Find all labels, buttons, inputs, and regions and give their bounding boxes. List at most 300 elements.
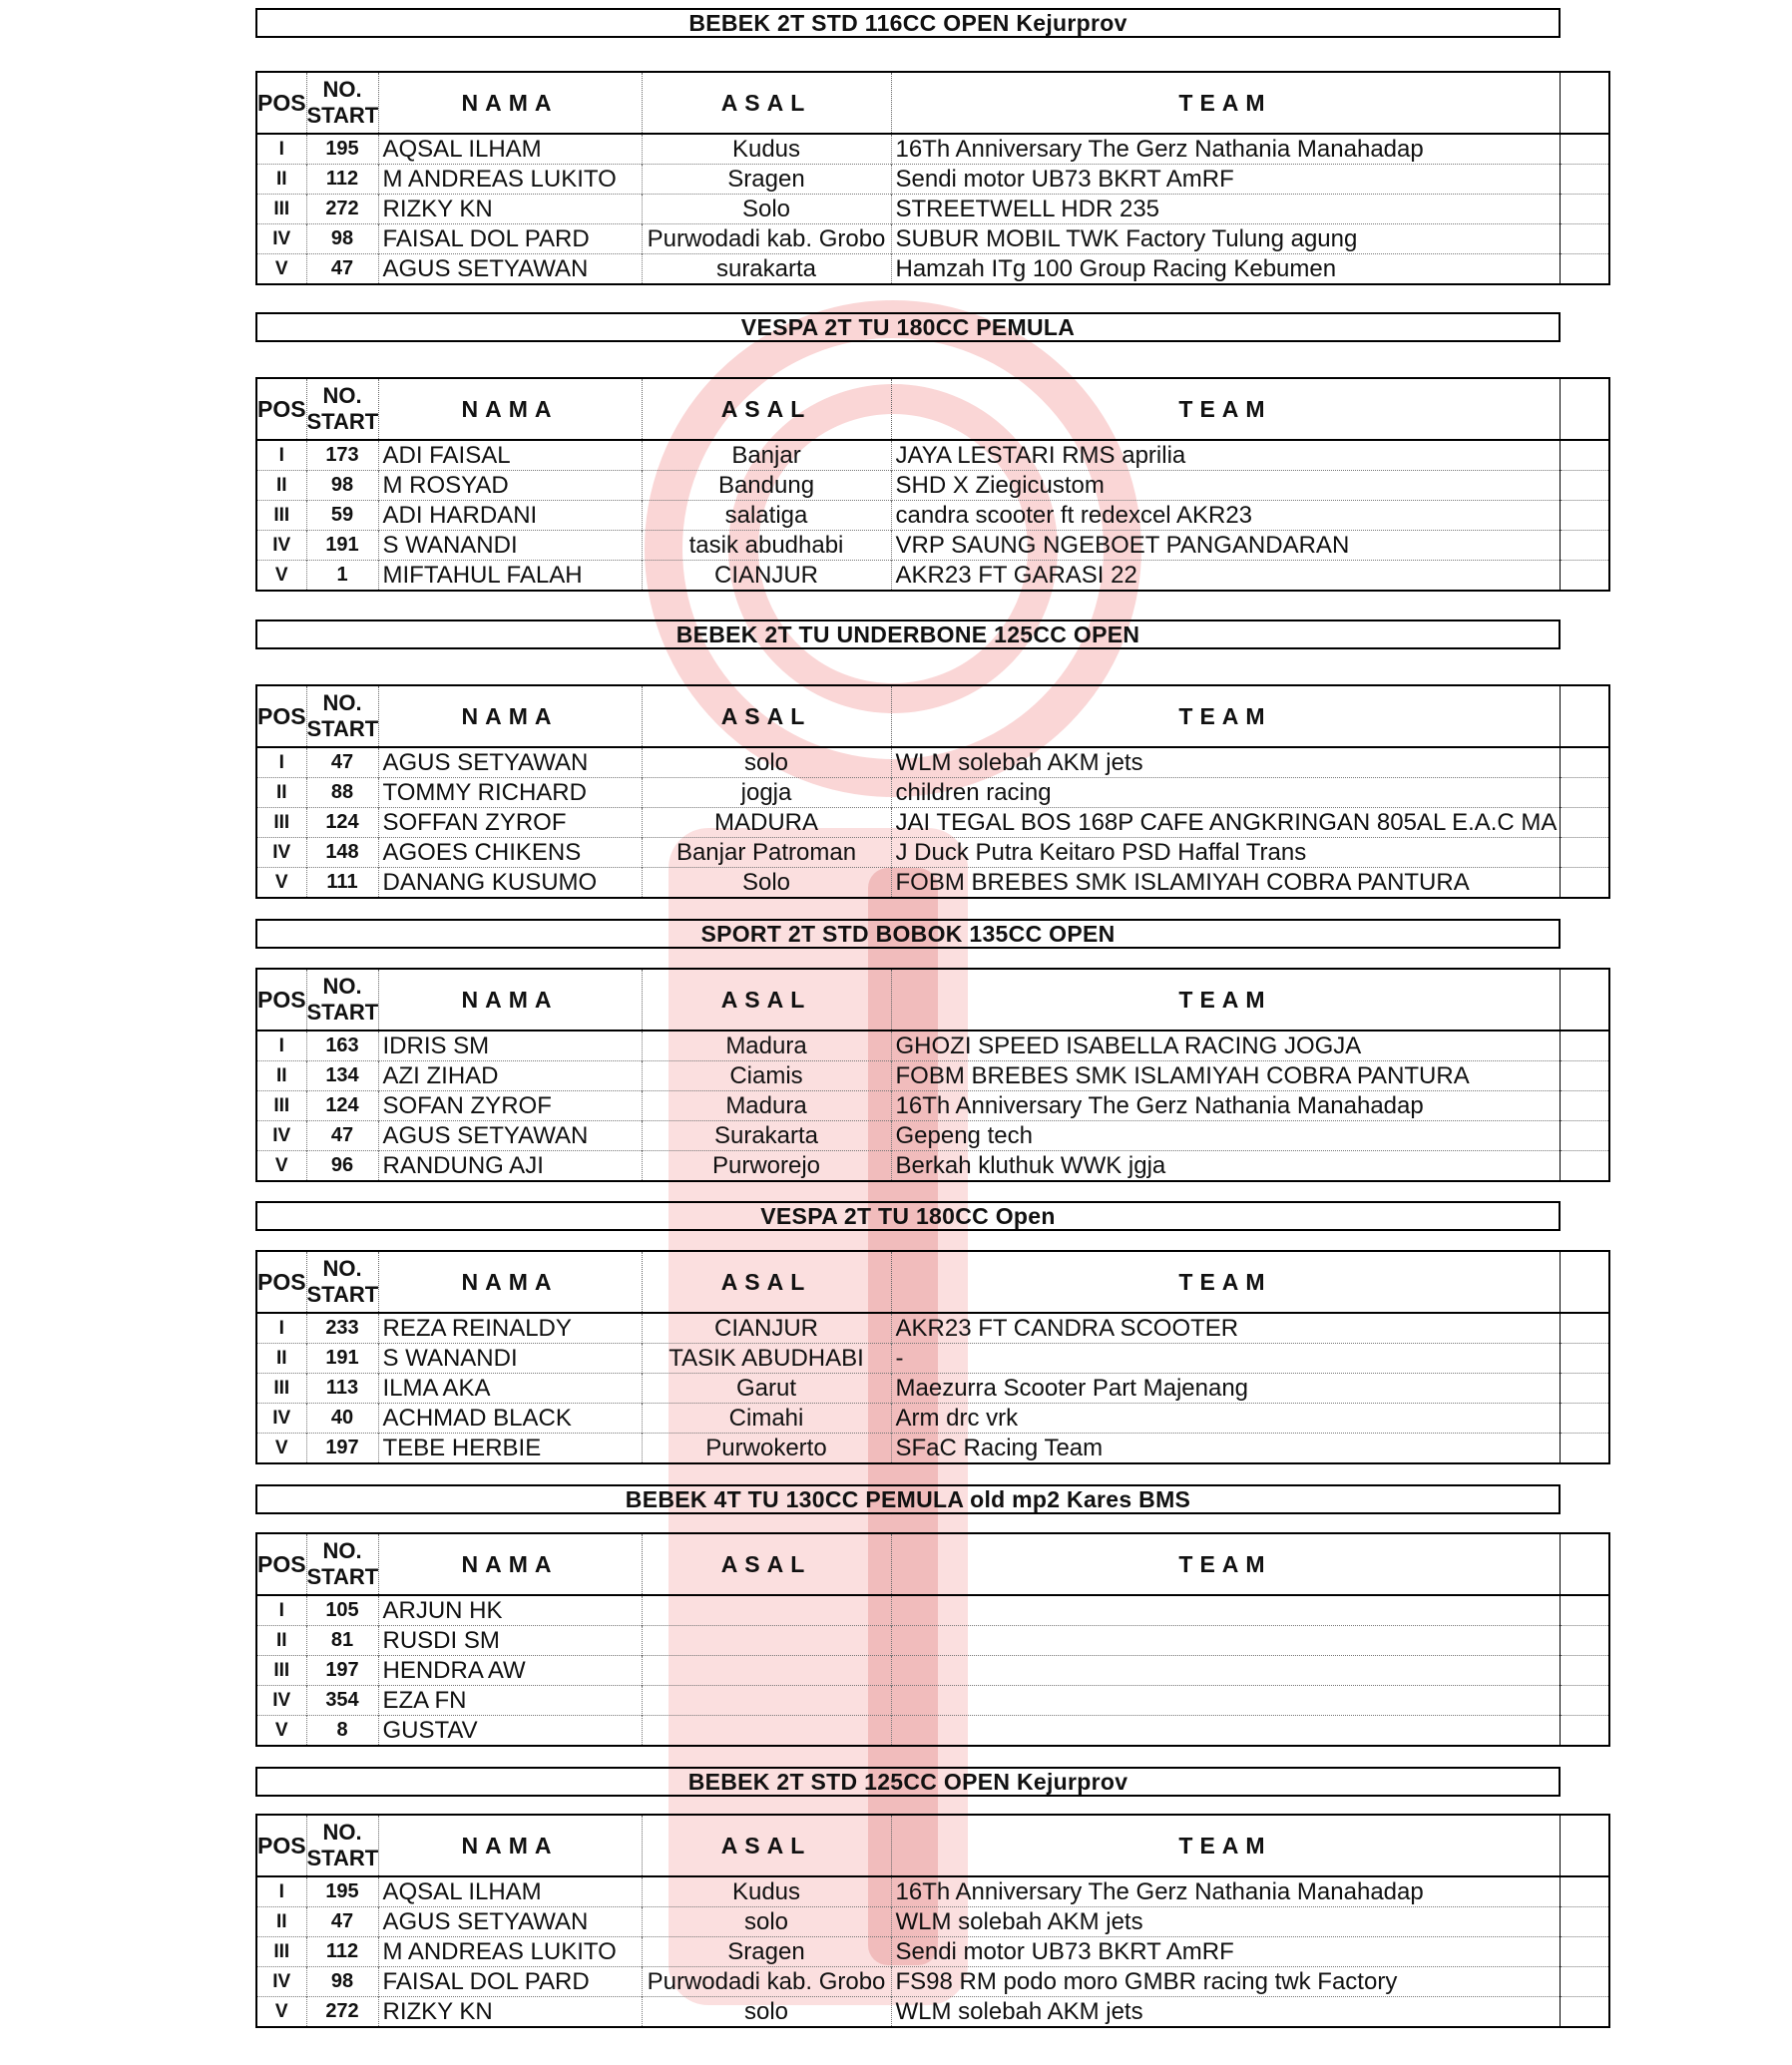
header-start-label: START [306, 103, 378, 128]
cell-team [891, 1626, 1560, 1656]
header-no-start [306, 969, 378, 1031]
cell-nama: FAISAL DOL PARD [378, 224, 642, 254]
cell-nama: EZA FN [378, 1686, 642, 1716]
cell-no-start: 98 [306, 1967, 378, 1997]
table-row [256, 1404, 1609, 1434]
cell-no-start: 88 [306, 778, 378, 808]
cell-no-start: 124 [306, 808, 378, 838]
table-row [256, 1626, 1609, 1656]
cell-nama: S WANANDI [378, 531, 642, 561]
cell-pos: I [278, 138, 284, 160]
cell-asal: Sragen [642, 1937, 891, 1967]
table-row [256, 1061, 1609, 1091]
results-table [255, 1250, 1610, 1464]
table-header-row [256, 378, 1609, 440]
cell-no-start: 1 [306, 561, 378, 592]
header-nama: NAMA [378, 969, 642, 1031]
header-start-label: START [306, 409, 378, 434]
cell-asal: solo [642, 1997, 891, 2028]
table-row [256, 1313, 1609, 1344]
cell-spacer [1560, 1716, 1609, 1747]
cell-team: 16Th Anniversary The Gerz Nathania Manahadap [891, 1091, 1560, 1121]
cell-nama: GUSTAV [378, 1716, 642, 1747]
cell-team: children racing [891, 778, 1560, 808]
table-row [256, 868, 1609, 899]
cell-pos: III [256, 1091, 306, 1121]
cell-pos: IV [256, 1686, 306, 1716]
cell-spacer [1560, 747, 1609, 778]
cell-asal: CIANJUR [642, 561, 891, 592]
cell-spacer [1560, 1404, 1609, 1434]
cell-asal: Purwokerto [642, 1434, 891, 1464]
cell-spacer [1560, 808, 1609, 838]
table-row [256, 134, 1609, 165]
cell-team: WLM solebah AKM jets [891, 747, 1560, 778]
cell-no-start: 272 [306, 195, 378, 224]
header-pos: POS [256, 685, 306, 747]
cell-nama: MIFTAHUL FALAH [378, 561, 642, 592]
cell-nama: DANANG KUSUMO [378, 868, 642, 899]
header-pos: POS [256, 72, 306, 134]
cell-nama: ARJUN HK [378, 1595, 642, 1626]
header-start-label: START [306, 716, 378, 741]
header-team: TEAM [891, 378, 1560, 440]
cell-spacer [1560, 1656, 1609, 1686]
cell-spacer [1560, 440, 1609, 471]
cell-nama: S WANANDI [378, 1344, 642, 1374]
cell-nama: TEBE HERBIE [378, 1434, 642, 1464]
header-nama: NAMA [378, 72, 642, 134]
cell-asal: MADURA [642, 808, 891, 838]
cell-no-start: 124 [306, 1091, 378, 1121]
header-no-start [306, 1815, 378, 1876]
header-asal: ASAL [642, 969, 891, 1031]
cell-no-start: 112 [306, 165, 378, 195]
cell-no-start: 96 [306, 1151, 378, 1182]
cell-asal: Garut [642, 1374, 891, 1404]
cell-nama: REZA REINALDY [378, 1313, 642, 1344]
cell-spacer [1560, 1997, 1609, 2028]
results-table [255, 1814, 1610, 2028]
cell-pos: III [256, 808, 306, 838]
header-no-label: NO. [322, 1256, 362, 1281]
cell-asal: tasik abudhabi [642, 531, 891, 561]
cell-asal: solo [642, 1907, 891, 1937]
cell-pos: I [278, 1317, 284, 1339]
header-asal: ASAL [642, 72, 891, 134]
cell-pos: I [278, 1880, 284, 1902]
cell-no-start: 59 [306, 501, 378, 531]
cell-team: 16Th Anniversary The Gerz Nathania Manahadap [891, 134, 1560, 165]
cell-spacer [1560, 1031, 1609, 1061]
table-header-row [256, 969, 1609, 1031]
results-table [255, 968, 1610, 1182]
cell-no-start: 47 [306, 1907, 378, 1937]
cell-nama: RIZKY KN [378, 195, 642, 224]
cell-team: JAYA LESTARI RMS aprilia [891, 440, 1560, 471]
cell-asal: Kudus [642, 134, 891, 165]
cell-spacer [1560, 1091, 1609, 1121]
header-nama: NAMA [378, 685, 642, 747]
table-row [256, 1716, 1609, 1747]
cell-asal: Madura [642, 1091, 891, 1121]
table-row [256, 1121, 1609, 1151]
cell-spacer [1560, 1434, 1609, 1464]
cell-team: WLM solebah AKM jets [891, 1997, 1560, 2028]
header-pos: POS [256, 1815, 306, 1876]
cell-pos: III [256, 1374, 306, 1404]
cell-pos: II [256, 1061, 306, 1091]
table-row [256, 1595, 1609, 1626]
cell-no-start: 134 [306, 1061, 378, 1091]
header-no-start [306, 378, 378, 440]
cell-asal: Banjar [642, 440, 891, 471]
cell-no-start: 81 [306, 1626, 378, 1656]
table-row [256, 1344, 1609, 1374]
header-asal: ASAL [642, 378, 891, 440]
cell-spacer [1560, 254, 1609, 285]
table-row [256, 1091, 1609, 1121]
header-no-label: NO. [322, 77, 362, 102]
cell-nama: ILMA AKA [378, 1374, 642, 1404]
cell-nama: SOFFAN ZYROF [378, 808, 642, 838]
table-row [256, 1656, 1609, 1686]
cell-team: SFaC Racing Team [891, 1434, 1560, 1464]
section-title: BEBEK 2T STD 116CC OPEN Kejurprov [255, 8, 1561, 38]
cell-asal: Ciamis [642, 1061, 891, 1091]
cell-asal: Purwodadi kab. Grobo [642, 1967, 891, 1997]
cell-pos: II [256, 1344, 306, 1374]
cell-spacer [1560, 1374, 1609, 1404]
cell-spacer [1560, 501, 1609, 531]
cell-team: JAI TEGAL BOS 168P CAFE ANGKRINGAN 805AL E.A.C MA [891, 808, 1560, 838]
header-pos: POS [256, 378, 306, 440]
cell-nama: AGUS SETYAWAN [378, 1907, 642, 1937]
table-header-row [256, 72, 1609, 134]
header-no-start [306, 1251, 378, 1313]
cell-spacer [1560, 561, 1609, 592]
table-row [256, 1374, 1609, 1404]
cell-asal: jogja [642, 778, 891, 808]
table-header-row [256, 1815, 1609, 1876]
cell-pos: V [256, 1151, 306, 1182]
cell-pos: IV [256, 1404, 306, 1434]
cell-nama: AZI ZIHAD [378, 1061, 642, 1091]
table-row [256, 1686, 1609, 1716]
cell-team [891, 1656, 1560, 1686]
cell-asal: Kudus [642, 1876, 891, 1907]
cell-no-start: 40 [306, 1404, 378, 1434]
table-row [256, 254, 1609, 285]
cell-nama: ADI FAISAL [378, 440, 642, 471]
cell-asal: Cimahi [642, 1404, 891, 1434]
cell-spacer [1560, 1151, 1609, 1182]
cell-nama: HENDRA AW [378, 1656, 642, 1686]
cell-no-start: 191 [306, 531, 378, 561]
cell-spacer [1560, 1907, 1609, 1937]
cell-pos: III [256, 501, 306, 531]
header-team: TEAM [891, 685, 1560, 747]
cell-no-start: 47 [306, 1121, 378, 1151]
cell-team [891, 1595, 1560, 1626]
cell-no-start: 8 [306, 1716, 378, 1747]
cell-spacer [1560, 1061, 1609, 1091]
cell-nama: AGUS SETYAWAN [378, 254, 642, 285]
cell-team: Arm drc vrk [891, 1404, 1560, 1434]
cell-no-start: 113 [306, 1374, 378, 1404]
cell-no-start: 47 [306, 747, 378, 778]
cell-pos: I [278, 1034, 284, 1056]
cell-team: Hamzah ITg 100 Group Racing Kebumen [891, 254, 1560, 285]
cell-pos: II [256, 1626, 306, 1656]
cell-spacer [1560, 778, 1609, 808]
cell-pos: V [256, 254, 306, 285]
cell-team: Maezurra Scooter Part Majenang [891, 1374, 1560, 1404]
cell-nama: RUSDI SM [378, 1626, 642, 1656]
cell-no-start: 98 [306, 224, 378, 254]
results-table [255, 1532, 1610, 1747]
cell-asal: solo [642, 747, 891, 778]
header-spacer [1560, 969, 1609, 1031]
header-spacer [1560, 1533, 1609, 1595]
cell-spacer [1560, 531, 1609, 561]
cell-pos: IV [256, 531, 306, 561]
cell-team [891, 1716, 1560, 1747]
header-asal: ASAL [642, 1815, 891, 1876]
header-no-start [306, 685, 378, 747]
table-row [256, 1937, 1609, 1967]
cell-nama: M ANDREAS LUKITO [378, 165, 642, 195]
cell-spacer [1560, 1686, 1609, 1716]
section-title: BEBEK 2T TU UNDERBONE 125CC OPEN [255, 620, 1561, 649]
cell-nama: SOFAN ZYROF [378, 1091, 642, 1121]
header-nama: NAMA [378, 378, 642, 440]
cell-nama: RIZKY KN [378, 1997, 642, 2028]
cell-asal [642, 1595, 891, 1626]
cell-team: J Duck Putra Keitaro PSD Haffal Trans [891, 838, 1560, 868]
cell-spacer [1560, 134, 1609, 165]
cell-pos: V [256, 1997, 306, 2028]
cell-pos: II [256, 778, 306, 808]
cell-nama: AQSAL ILHAM [378, 134, 642, 165]
cell-team: WLM solebah AKM jets [891, 1907, 1560, 1937]
results-table [255, 377, 1610, 592]
table-row [256, 1907, 1609, 1937]
section-title: BEBEK 4T TU 130CC PEMULA old mp2 Kares BMS [255, 1484, 1561, 1514]
cell-spacer [1560, 1937, 1609, 1967]
header-no-start [306, 1533, 378, 1595]
cell-team: 16Th Anniversary The Gerz Nathania Manahadap [891, 1876, 1560, 1907]
table-row [256, 838, 1609, 868]
cell-asal: Purwodadi kab. Grobo [642, 224, 891, 254]
table-row [256, 531, 1609, 561]
cell-team: Sendi motor UB73 BKRT AmRF [891, 165, 1560, 195]
header-spacer [1560, 378, 1609, 440]
table-row [256, 224, 1609, 254]
cell-asal [642, 1656, 891, 1686]
table-row [256, 471, 1609, 501]
table-header-row [256, 1533, 1609, 1595]
cell-spacer [1560, 1967, 1609, 1997]
header-pos: POS [256, 1533, 306, 1595]
table-row [256, 501, 1609, 531]
cell-team: - [891, 1344, 1560, 1374]
cell-asal: Sragen [642, 165, 891, 195]
header-team: TEAM [891, 969, 1560, 1031]
header-team: TEAM [891, 1815, 1560, 1876]
results-table [255, 71, 1610, 285]
cell-nama: AGUS SETYAWAN [378, 1121, 642, 1151]
cell-team: FOBM BREBES SMK ISLAMIYAH COBRA PANTURA [891, 868, 1560, 899]
section-title: SPORT 2T STD BOBOK 135CC OPEN [255, 919, 1561, 949]
cell-no-start: 195 [306, 134, 378, 165]
cell-spacer [1560, 1876, 1609, 1907]
table-row [256, 195, 1609, 224]
cell-asal: TASIK ABUDHABI [642, 1344, 891, 1374]
header-pos: POS [256, 1251, 306, 1313]
cell-no-start: 105 [306, 1595, 378, 1626]
cell-team: FS98 RM podo moro GMBR racing twk Factory [891, 1967, 1560, 1997]
section-title: VESPA 2T TU 180CC Open [255, 1201, 1561, 1231]
cell-pos: II [256, 1907, 306, 1937]
cell-no-start: 111 [306, 868, 378, 899]
header-nama: NAMA [378, 1533, 642, 1595]
cell-asal: Madura [642, 1031, 891, 1061]
cell-asal: salatiga [642, 501, 891, 531]
results-table [255, 684, 1610, 899]
cell-nama: ADI HARDANI [378, 501, 642, 531]
cell-pos: II [256, 165, 306, 195]
cell-no-start: 197 [306, 1656, 378, 1686]
cell-asal [642, 1716, 891, 1747]
cell-no-start: 191 [306, 1344, 378, 1374]
cell-no-start: 47 [306, 254, 378, 285]
cell-no-start: 163 [306, 1031, 378, 1061]
cell-nama: IDRIS SM [378, 1031, 642, 1061]
header-nama: NAMA [378, 1815, 642, 1876]
cell-nama: AGOES CHIKENS [378, 838, 642, 868]
cell-asal: Solo [642, 868, 891, 899]
header-team: TEAM [891, 72, 1560, 134]
cell-team: GHOZI SPEED ISABELLA RACING JOGJA [891, 1031, 1560, 1061]
cell-pos: III [256, 195, 306, 224]
cell-team: Gepeng tech [891, 1121, 1560, 1151]
cell-spacer [1560, 1626, 1609, 1656]
cell-team: AKR23 FT GARASI 22 [891, 561, 1560, 592]
cell-pos: III [256, 1656, 306, 1686]
cell-no-start: 112 [306, 1937, 378, 1967]
table-row [256, 747, 1609, 778]
cell-spacer [1560, 165, 1609, 195]
cell-spacer [1560, 1313, 1609, 1344]
cell-team: SHD X Ziegicustom [891, 471, 1560, 501]
cell-asal [642, 1686, 891, 1716]
cell-nama: ACHMAD BLACK [378, 1404, 642, 1434]
cell-asal [642, 1626, 891, 1656]
table-row [256, 1876, 1609, 1907]
cell-team: Sendi motor UB73 BKRT AmRF [891, 1937, 1560, 1967]
header-no-label: NO. [322, 974, 362, 999]
cell-no-start: 195 [306, 1876, 378, 1907]
cell-nama: RANDUNG AJI [378, 1151, 642, 1182]
header-no-label: NO. [322, 690, 362, 715]
header-team: TEAM [891, 1251, 1560, 1313]
cell-pos: I [278, 1599, 284, 1621]
cell-spacer [1560, 1595, 1609, 1626]
cell-asal: Purworejo [642, 1151, 891, 1182]
section-title: BEBEK 2T STD 125CC OPEN Kejurprov [255, 1767, 1561, 1797]
table-row [256, 1434, 1609, 1464]
cell-pos: II [256, 471, 306, 501]
cell-asal: Surakarta [642, 1121, 891, 1151]
cell-pos: V [256, 561, 306, 592]
header-spacer [1560, 1815, 1609, 1876]
cell-pos: IV [256, 1121, 306, 1151]
cell-team: candra scooter ft redexcel AKR23 [891, 501, 1560, 531]
cell-team: SUBUR MOBIL TWK Factory Tulung agung [891, 224, 1560, 254]
cell-nama: M ROSYAD [378, 471, 642, 501]
cell-spacer [1560, 868, 1609, 899]
cell-no-start: 233 [306, 1313, 378, 1344]
cell-nama: FAISAL DOL PARD [378, 1967, 642, 1997]
cell-asal: Bandung [642, 471, 891, 501]
cell-team [891, 1686, 1560, 1716]
header-asal: ASAL [642, 685, 891, 747]
cell-pos: IV [256, 224, 306, 254]
cell-spacer [1560, 838, 1609, 868]
header-no-start [306, 72, 378, 134]
table-row [256, 1031, 1609, 1061]
cell-no-start: 148 [306, 838, 378, 868]
cell-no-start: 354 [306, 1686, 378, 1716]
cell-no-start: 173 [306, 440, 378, 471]
table-row [256, 808, 1609, 838]
header-start-label: START [306, 1282, 378, 1307]
table-row [256, 1967, 1609, 1997]
header-start-label: START [306, 1564, 378, 1589]
table-row [256, 165, 1609, 195]
cell-pos: I [278, 444, 284, 466]
cell-nama: M ANDREAS LUKITO [378, 1937, 642, 1967]
cell-asal: CIANJUR [642, 1313, 891, 1344]
cell-spacer [1560, 1344, 1609, 1374]
cell-pos: IV [256, 1967, 306, 1997]
cell-no-start: 272 [306, 1997, 378, 2028]
cell-no-start: 197 [306, 1434, 378, 1464]
cell-asal: surakarta [642, 254, 891, 285]
cell-no-start: 98 [306, 471, 378, 501]
cell-pos: V [256, 1434, 306, 1464]
cell-spacer [1560, 1121, 1609, 1151]
cell-nama: AQSAL ILHAM [378, 1876, 642, 1907]
cell-team: AKR23 FT CANDRA SCOOTER [891, 1313, 1560, 1344]
header-no-label: NO. [322, 1820, 362, 1845]
cell-asal: Banjar Patroman [642, 838, 891, 868]
cell-pos: V [256, 1716, 306, 1747]
table-row [256, 778, 1609, 808]
cell-team: FOBM BREBES SMK ISLAMIYAH COBRA PANTURA [891, 1061, 1560, 1091]
cell-nama: TOMMY RICHARD [378, 778, 642, 808]
cell-spacer [1560, 471, 1609, 501]
cell-pos: I [278, 751, 284, 773]
table-row [256, 1151, 1609, 1182]
header-pos: POS [256, 969, 306, 1031]
table-header-row [256, 685, 1609, 747]
header-start-label: START [306, 1000, 378, 1025]
table-header-row [256, 1251, 1609, 1313]
cell-team: VRP SAUNG NGEBOET PANGANDARAN [891, 531, 1560, 561]
cell-pos: V [256, 868, 306, 899]
